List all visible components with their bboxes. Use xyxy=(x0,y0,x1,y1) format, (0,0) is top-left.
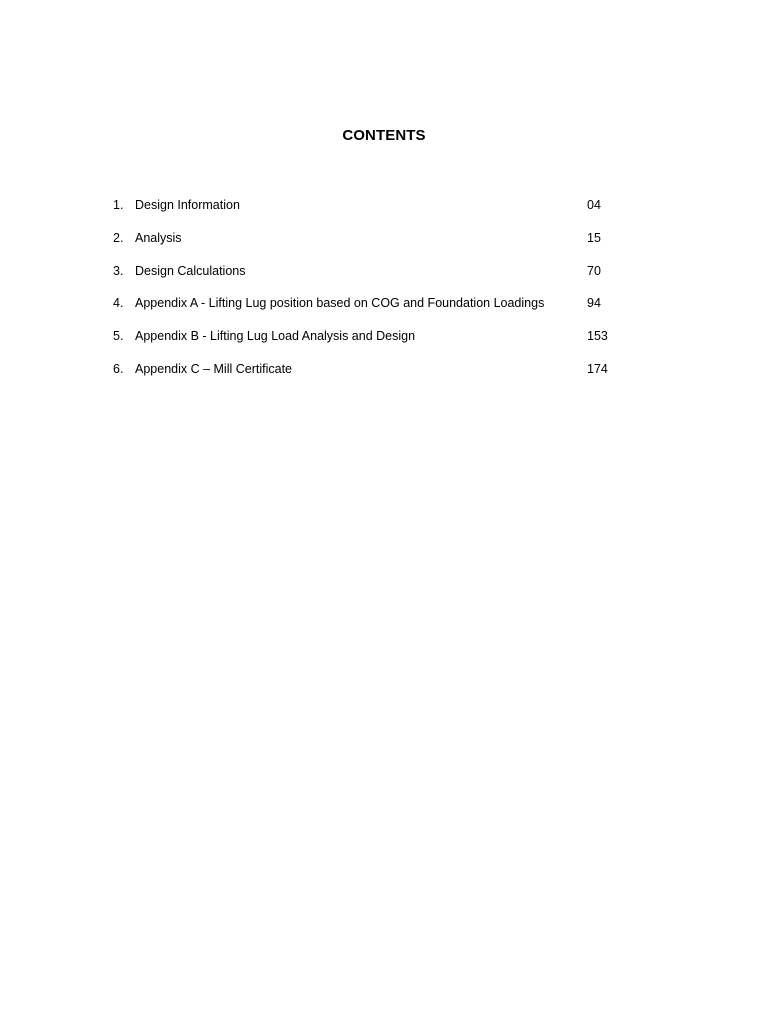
toc-entry-page: 70 xyxy=(587,263,601,278)
toc-entry-number: 2. xyxy=(113,230,124,245)
toc-entry xyxy=(113,229,633,262)
toc-entry-title: Analysis xyxy=(135,230,182,245)
toc-entry-page: 174 xyxy=(587,361,608,376)
toc-entry-title: Appendix B - Lifting Lug Load Analysis and Design xyxy=(135,329,416,344)
toc-entry-number: 5. xyxy=(113,329,124,344)
toc-entry-number: 1. xyxy=(113,198,124,212)
toc-entry-title: Appendix A - Lifting Lug position based on COG and Foundation Loadings xyxy=(135,296,545,311)
toc-entry xyxy=(113,327,633,360)
toc-entry-page: 04 xyxy=(587,198,601,212)
toc-entry-page: 15 xyxy=(587,230,601,245)
toc-entry-page: 153 xyxy=(587,329,608,344)
toc-entry xyxy=(113,294,633,327)
toc-entry-title: Design Calculations xyxy=(135,263,246,278)
toc-entry-title: Design Information xyxy=(135,198,240,212)
table-of-contents xyxy=(113,196,633,393)
toc-entry-number: 4. xyxy=(113,296,124,311)
toc-entry-page: 94 xyxy=(587,296,601,311)
toc-entry xyxy=(113,196,633,229)
page-title: CONTENTS xyxy=(342,127,426,144)
toc-entry xyxy=(113,262,633,295)
toc-entry-title: Appendix C – Mill Certificate xyxy=(135,361,293,376)
toc-entry-number: 6. xyxy=(113,361,124,376)
toc-entry-number: 3. xyxy=(113,263,124,278)
toc-entry xyxy=(113,360,633,393)
